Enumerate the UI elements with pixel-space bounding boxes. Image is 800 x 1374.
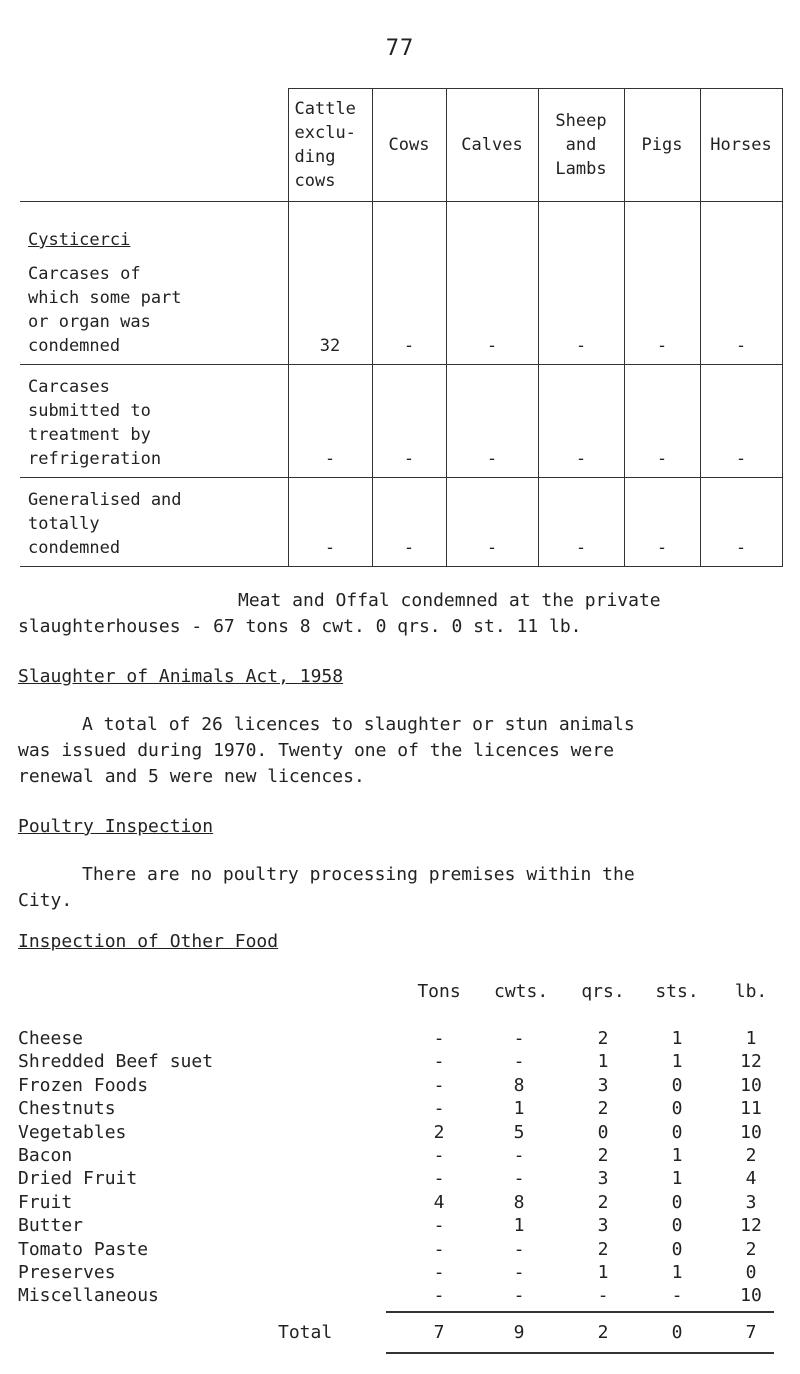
food-cell: 2 [433,1121,445,1143]
table-cell: - [372,478,446,567]
food-cell: - [671,1285,683,1307]
column-header-calves: Calves [446,89,538,202]
food-cell: 1 [513,1098,525,1120]
food-cell: - [513,1262,525,1283]
food-cell: - [433,1145,445,1166]
total-cell: 7 [745,1322,757,1343]
food-cell: 5 [513,1121,525,1143]
total-label: Total [278,1322,333,1343]
food-cell: - [513,1238,525,1260]
total-cell: 7 [433,1322,445,1343]
table-cell: - [700,365,782,478]
food-cell: 1 [671,1051,683,1073]
food-cell: - [513,1028,525,1049]
food-cell: 0 [671,1098,683,1120]
total-rule-bottom [386,1352,774,1354]
table-row-refrigeration [20,365,782,478]
food-cell: 0 [745,1262,757,1283]
total-cell: 2 [597,1322,609,1343]
food-cell: 0 [671,1215,683,1237]
food-cell: 1 [597,1051,609,1073]
table-row-generalised [20,478,782,567]
table-cell: - [624,478,700,567]
row-label: Generalised and totally condemned [20,478,288,567]
row-label: Cysticerci Carcases of which some part or organ was condemned [20,202,288,365]
food-cell: 4 [745,1168,757,1190]
food-cell: 3 [597,1074,609,1096]
table-cell: - [372,202,446,365]
column-header-pigs: Pigs [624,89,700,202]
food-item-name: Butter [18,1215,84,1237]
total-row [0,1322,800,1350]
food-cell: 1 [745,1028,757,1049]
food-item-name: Frozen Foods [18,1074,149,1096]
food-cell: 1 [597,1262,609,1283]
table-cell: - [538,365,624,478]
food-item-name: Shredded Beef suet [18,1051,214,1073]
food-cell: 1 [671,1145,683,1166]
food-row [0,1285,800,1313]
food-cell: - [433,1238,445,1260]
food-cell: 1 [671,1028,683,1049]
food-item-name: Miscellaneous [18,1285,159,1307]
column-header: lb. [734,981,768,1002]
column-header: Tons [417,981,461,1002]
column-header-cows: Cows [372,89,446,202]
meat-offal-paragraph: Meat and Offal condemned at the private slaughterhouses - 67 tons 8 cwt. 0 qrs. 0 st. 11 lb. [18,590,661,637]
food-item-name: Cheese [18,1028,84,1049]
food-cell: 2 [597,1191,609,1213]
table-cell: - [288,365,372,478]
food-cell: 8 [513,1191,525,1213]
food-cell: 0 [597,1121,609,1143]
food-cell: 2 [597,1098,609,1120]
table-row-partial-condemned [20,202,782,365]
food-cell: - [513,1168,525,1190]
food-cell: 0 [671,1074,683,1096]
table-cell: - [538,202,624,365]
food-cell: 10 [740,1285,762,1307]
total-cell: 0 [671,1322,683,1343]
other-food-heading-block [18,929,788,955]
poultry-section: Poultry Inspection There are no poultry processing premises within the City. [18,814,788,914]
column-header: sts. [655,981,699,1002]
food-cell: - [433,1262,445,1283]
table-cell: - [700,478,782,567]
food-item-name: Bacon [18,1145,73,1166]
section-heading: Slaughter of Animals Act, 1958 [18,666,344,687]
food-cell: 2 [597,1238,609,1260]
food-cell: 12 [740,1051,762,1073]
food-cell: - [433,1051,445,1073]
food-cell: 10 [740,1074,762,1096]
table-cell: - [446,365,538,478]
food-item-name: Tomato Paste [18,1238,149,1260]
food-item-name: Preserves [18,1262,116,1283]
food-cell: 1 [671,1262,683,1283]
food-cell: 0 [671,1121,683,1143]
food-item-name: Chestnuts [18,1098,116,1120]
food-cell: 8 [513,1074,525,1096]
food-cell: - [513,1285,525,1307]
food-cell: 2 [597,1028,609,1049]
section-title: Cysticerci [28,230,131,250]
column-header: qrs. [581,981,625,1002]
food-cell: 3 [597,1168,609,1190]
food-cell: - [433,1098,445,1120]
food-cell: - [597,1285,609,1307]
food-cell: 2 [597,1145,609,1166]
table-cell: - [538,478,624,567]
food-cell: - [513,1051,525,1073]
food-item-name: Fruit [18,1191,73,1213]
column-header: cwts. [494,981,549,1002]
section-heading: Inspection of Other Food [18,931,279,952]
slaughter-act-section: Slaughter of Animals Act, 1958 A total of 26 licences to slaughter or stun animals was issued during 1970. Twenty one of the licences were renewal and 5 were new licences. [18,664,788,790]
food-cell: 4 [433,1191,445,1213]
row-label: Carcases submitted to treatment by refrigeration [20,365,288,478]
food-cell: - [513,1145,525,1166]
column-header-sheep: Sheep and Lambs [538,89,624,202]
total-rule-top [386,1311,774,1313]
food-cell: 1 [513,1215,525,1237]
table-cell: - [446,478,538,567]
food-cell: 0 [671,1238,683,1260]
table-cell: - [372,365,446,478]
food-cell: - [433,1074,445,1096]
table-cell: - [624,202,700,365]
food-cell: 3 [745,1191,757,1213]
column-header-horses: Horses [700,89,782,202]
table-cell: - [624,365,700,478]
food-item-name: Vegetables [18,1121,127,1143]
cysticerci-table [20,88,783,567]
food-cell: 0 [671,1191,683,1213]
page-number: 77 [385,36,415,61]
table-cell: - [700,202,782,365]
food-cell: 2 [745,1238,757,1260]
table-header-row [20,89,782,202]
food-cell: 3 [597,1215,609,1237]
section-heading: Poultry Inspection [18,816,214,837]
food-cell: 10 [740,1121,762,1143]
food-cell: - [433,1285,445,1307]
corner-cell [20,89,288,202]
food-cell: - [433,1215,445,1237]
food-cell: - [433,1028,445,1049]
table-cell: - [288,478,372,567]
food-cell: 2 [745,1145,757,1166]
food-cell: - [433,1168,445,1190]
column-header-cattle: Cattle exclu- ding cows [288,89,372,202]
table-cell: - [446,202,538,365]
total-cell: 9 [513,1322,525,1343]
table-cell: 32 [288,202,372,365]
food-cell: 1 [671,1168,683,1190]
food-item-name: Dried Fruit [18,1168,138,1190]
food-cell: 12 [740,1215,762,1237]
food-cell: 11 [740,1098,762,1120]
